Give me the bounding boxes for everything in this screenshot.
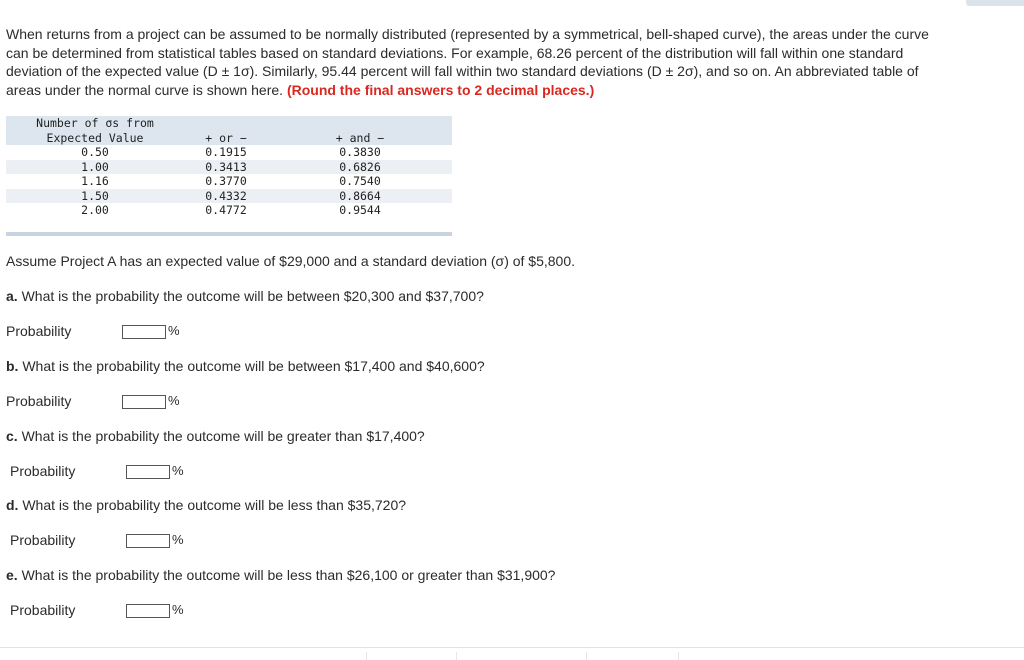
header-both-sides: + and − xyxy=(335,130,385,145)
cell-one-side: 0.1915 xyxy=(205,145,247,159)
table-row xyxy=(6,203,452,218)
question-b xyxy=(6,357,485,375)
question-text: What is the probability the outcome will be between $17,400 and $40,600? xyxy=(22,358,485,374)
cell-both-sides: 0.7540 xyxy=(339,174,381,189)
question-c xyxy=(6,427,425,445)
bottom-tick xyxy=(366,652,367,660)
percent-unit: % xyxy=(172,532,184,547)
intro-text: When returns from a project can be assumed to be normally distributed (represented by a symmetrical, bell-shaped curve), the areas under the curve can be determined from statistical tables based on standard deviations. For example, 68.26 percent of the distribution will fall within one standard deviation of the expected value (D ± 1σ). Similarly, 95.44 percent will fall within two standard deviations (D ± 2σ), and so on. An abbreviated table of areas under the normal curve is shown here. xyxy=(6,26,929,98)
cell-both-sides: 0.8664 xyxy=(339,188,381,203)
question-letter: c. xyxy=(6,428,18,444)
cell-one-side: 0.3413 xyxy=(205,159,247,174)
answer-e-input[interactable] xyxy=(126,604,170,618)
probability-label: Probability xyxy=(10,532,76,548)
question-a xyxy=(6,287,484,305)
header-sigmas xyxy=(6,116,184,145)
cell-sigmas: 1.00 xyxy=(81,159,109,174)
normal-curve-table xyxy=(6,116,452,236)
cell-sigmas: 0.50 xyxy=(81,145,109,159)
probability-label: Probability xyxy=(10,602,76,618)
bottom-tick xyxy=(678,652,679,660)
table-row xyxy=(6,189,452,204)
question-text: What is the probability the outcome will be greater than $17,400? xyxy=(21,428,425,444)
top-right-tab xyxy=(966,0,1024,6)
question-letter: d. xyxy=(6,497,19,513)
table-footer-space xyxy=(6,218,452,232)
cell-sigmas: 2.00 xyxy=(81,203,109,218)
bottom-tick xyxy=(456,652,457,660)
cell-both-sides: 0.3830 xyxy=(339,145,381,159)
percent-unit: % xyxy=(172,602,184,617)
bottom-tick xyxy=(586,652,587,660)
answer-c-input[interactable] xyxy=(126,465,170,479)
table-row xyxy=(6,160,452,175)
question-text: What is the probability the outcome will be less than $35,720? xyxy=(22,497,407,513)
question-letter: e. xyxy=(6,567,18,583)
table-row xyxy=(6,145,452,160)
question-e xyxy=(6,566,555,584)
probability-label: Probability xyxy=(6,323,72,339)
cell-sigmas: 1.16 xyxy=(81,174,109,189)
rounding-instruction: (Round the final answers to 2 decimal places.) xyxy=(286,81,595,98)
header-sigmas-line1: Number of σs from xyxy=(36,116,154,130)
bottom-divider xyxy=(0,647,1024,648)
question-text: What is the probability the outcome will be less than $26,100 or greater than $31,900? xyxy=(21,567,556,583)
question-text: What is the probability the outcome will be between $20,300 and $37,700? xyxy=(21,288,484,304)
cell-one-side: 0.4332 xyxy=(205,188,247,203)
intro-paragraph xyxy=(6,25,931,99)
question-letter: b. xyxy=(6,358,19,374)
percent-unit: % xyxy=(168,323,180,338)
table-bottom-border xyxy=(6,232,452,236)
percent-unit: % xyxy=(172,463,184,478)
header-sigmas-line2: Expected Value xyxy=(46,130,144,145)
question-d xyxy=(6,496,406,514)
probability-label: Probability xyxy=(10,463,76,479)
question-letter: a. xyxy=(6,288,18,304)
cell-both-sides: 0.9544 xyxy=(339,203,381,218)
assumption-text: Assume Project A has an expected value of $29,000 and a standard deviation (σ) of $5,800. xyxy=(6,253,576,269)
table-header xyxy=(6,116,452,145)
cell-one-side: 0.3770 xyxy=(205,174,247,189)
cell-one-side: 0.4772 xyxy=(205,203,247,218)
header-one-side: + or − xyxy=(205,130,247,145)
percent-unit: % xyxy=(168,393,180,408)
cell-both-sides: 0.6826 xyxy=(339,159,381,174)
cell-sigmas: 1.50 xyxy=(81,188,109,203)
table-row xyxy=(6,174,452,189)
answer-b-input[interactable] xyxy=(122,395,166,409)
probability-label: Probability xyxy=(6,393,72,409)
answer-d-input[interactable] xyxy=(126,534,170,548)
answer-a-input[interactable] xyxy=(122,325,166,339)
